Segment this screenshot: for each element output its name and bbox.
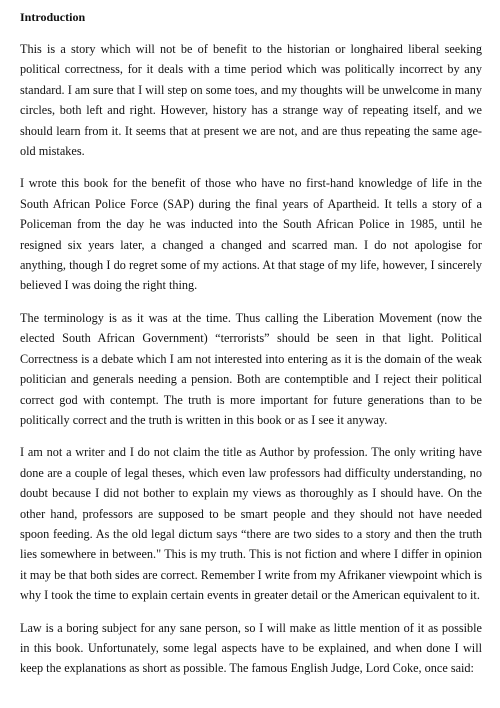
paragraph-4: I am not a writer and I do not claim the title as Author by profession. The only writing have done are a couple of legal theses, which even law professors had difficulty understanding, no doubt because I did not bother to explain my views as thoroughly as I should have. On the other hand, professors are supposed to be smart people and they should not have needed spoon feeding. As the old legal dictum says “there are two sides to a story and then the truth lies somewhere in between." This is my truth. This is not fiction and where I differ in opinion it may be that both sides are correct. Remember I write from my Afrikaner viewpoint which is why I took the time to explain certain events in greater detail or the American equivalent to it.: [20, 445, 482, 603]
section-heading: Introduction: [20, 10, 86, 24]
paragraph-5: Law is a boring subject for any sane person, so I will make as little mention of it as possible in this book. Unfortunately, some legal aspects have to be explained, and when done I will keep the explanations as short as possible. The famous English Judge, Lord Coke, once said:: [20, 620, 482, 676]
paragraph-2: I wrote this book for the benefit of those who have no first-hand knowledge of life in the South African Police Force (SAP) during the final years of Apartheid. It tells a story of a Policeman from the day he was inducted into the South African Police in 1985, until he resigned six years later, a changed a changed and scarred man. I do not apologise for anything, though I do regret some of my actions. At that stage of my life, however, I sincerely believed I was doing the right thing.: [20, 176, 482, 293]
paragraph-3: The terminology is as it was at the time. Thus calling the Liberation Movement (now the elected South African Government) “terrorists” should be seen in that light. Political Correctness is a debate which I am not interested into entering as it is the domain of the weak politician and generals needing a pension. Both are contemptible and I reject their political correct god with contempt. The truth is more important for future generations than to be politically correct and the truth is written in this book or as I see it anyway.: [20, 310, 482, 427]
paragraph-1: This is a story which will not be of benefit to the historian or longhaired liberal seeking political correctness, for it deals with a time period which was politically incorrect by any standard. I am sure that I will step on some toes, and my thoughts will be unwelcome in many circles, both left and right. However, history has a strange way of repeating itself, and we should learn from it. It seems that at present we are not, and are thus repeating the same age-old mistakes.: [20, 42, 482, 159]
